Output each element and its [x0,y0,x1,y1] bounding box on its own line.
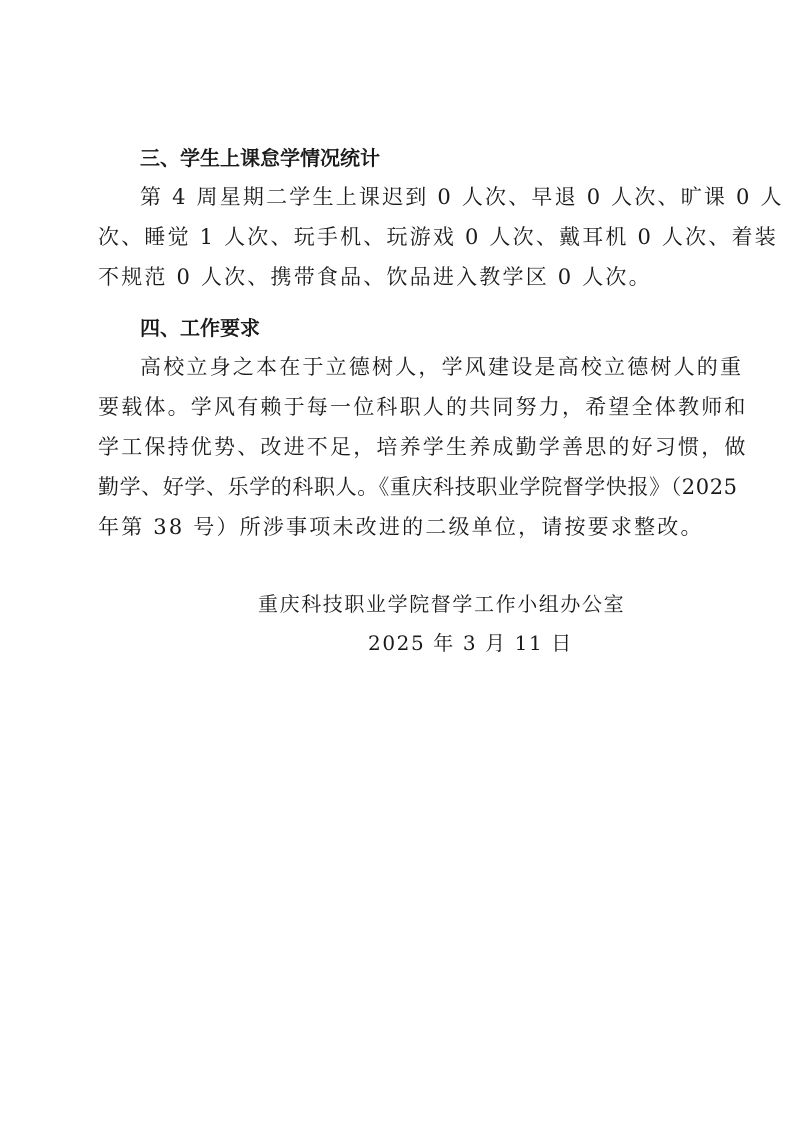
section-3-line-3: 不规范 0 人次、携带食品、饮品进入教学区 0 人次。 [98,265,652,289]
section-4-line-5: 年第 38 号）所涉事项未改进的二级单位，请按要求整改。 [98,515,704,539]
section-4-line-1: 高校立身之本在于立德树人，学风建设是高校立德树人的重 [140,355,744,379]
signature-date: 2025 年 3 月 11 日 [368,631,573,655]
section-3-heading: 三、学生上课怠学情况统计 [140,146,380,170]
section-4-line-2: 要载体。学风有赖于每一位科职人的共同努力，希望全体教师和 [98,395,748,419]
section-3-line-2: 次、睡觉 1 人次、玩手机、玩游戏 0 人次、戴耳机 0 人次、着装 [98,225,778,249]
section-4-heading: 四、工作要求 [140,316,260,340]
signature-office: 重庆科技职业学院督学工作小组办公室 [258,592,626,616]
section-4-line-3: 学工保持优势、改进不足，培养学生养成勤学善思的好习惯，做 [98,435,748,459]
section-4-line-4: 勤学、好学、乐学的科职人。《重庆科技职业学院督学快报》（2025 [98,475,738,499]
section-3-line-1: 第 4 周星期二学生上课迟到 0 人次、早退 0 人次、旷课 0 人 [140,185,784,209]
